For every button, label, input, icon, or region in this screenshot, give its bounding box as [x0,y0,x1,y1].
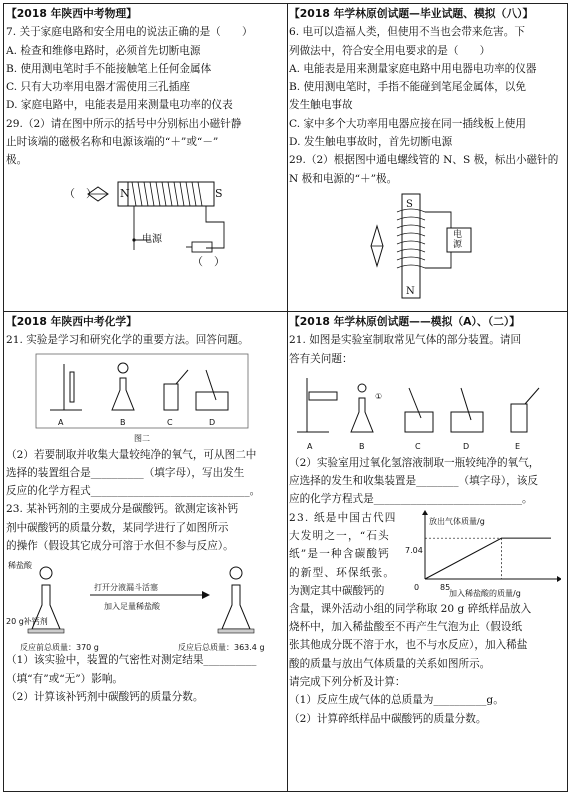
pole-n-label: N [406,285,415,297]
label-b: B [359,441,365,451]
option-c: C. 家中多个大功率用电器应接在同一插线板上使用 [289,117,526,130]
cell-heading: 【2018 年学林原创试题——模拟（A）、（二）】 [289,315,521,328]
label-e: E [515,441,521,451]
question-text: 纸”是一种含碳酸钙 [289,548,390,561]
label-before: 反应前总质量：370 g [20,643,99,653]
question-text: （1）反应生成气体的总质量为__________g。 [289,694,504,707]
power-source-label: 电源 [453,229,463,250]
solenoid-diagram [289,188,561,303]
graph-x-tick: 85 [440,582,451,592]
gas-mass-graph [401,509,561,600]
label-sample: 20 g补钙剂 [6,617,48,627]
y-axis-arrow [422,510,428,515]
question-text: 29.（2）请在图中所示的括号中分别标出小磁针静 [6,117,242,130]
label-step2: 加入足量稀盐酸 [104,602,160,612]
label-d: D [463,441,470,451]
gas-apparatus-diagram [289,368,561,454]
question-text: 大发明之一，“石头 [289,530,390,543]
cell-heading: 【2018 年陕西中考化学】 [6,315,137,328]
question-text: 含量，课外活动小组的同学称取 20 g 碎纸样品放入 [289,602,532,615]
cell-heading: 【2018 年学林原创试题—毕业试题、模拟（八）】 [289,7,534,20]
label-a: A [307,441,313,451]
option-b: B. 使用测电笔时手不能接触笔上任何金属体 [6,62,212,75]
cell-original-questions-a2 [289,313,561,789]
cell-physics-exam [6,5,278,305]
question-text: 7. 关于家庭电路和安全用电的说法正确的是（ ） [6,26,253,39]
label-b: B [120,417,126,427]
pole-s-label: S [406,198,413,210]
question-text: 应选择的发生和收集装置是________（填字母），该反 [289,475,538,488]
apparatus-figure [6,350,278,446]
solenoid-figure [289,188,561,303]
question-text: 的新型、环保纸张。 [289,566,396,579]
question-text: 剂中碳酸钙的质量分数，某同学进行了如图所示 [6,521,229,534]
graph-origin-tick: 0 [414,582,420,592]
graph-ylabel: 放出气体质量/g [429,516,485,526]
pole-n-label: N [120,186,130,200]
question-text: N 极和电源的“＋”极。 [289,172,398,185]
answer-bracket: （ ） [192,254,225,268]
cell-chemistry-exam [6,313,278,789]
solenoid-circuit-diagram [6,170,278,280]
graph-xlabel: 加入稀盐酸的质量/g [449,588,521,598]
cell-heading: 【2018 年陕西中考物理】 [6,7,137,20]
question-text: 列做法中，符合安全用电要求的是（ ） [289,44,491,57]
option-c: C. 只有大功率用电器才需使用三孔插座 [6,81,190,94]
question-text: 请完成下列分析及计算： [289,675,406,688]
column-divider [287,4,288,791]
figure-caption: 图二 [134,433,150,443]
row-divider [4,311,567,312]
question-text: 21. 实验是学习和研究化学的重要方法。回答问题。 [6,334,249,347]
question-text: 答有关问题： [289,352,353,365]
cell-original-questions-8 [289,5,561,305]
question-text: 23. 某补钙剂的主要成分是碳酸钙。欲测定该补钙 [6,503,239,516]
apparatus-figure [289,368,561,454]
question-text: 张其他成分既不溶于水，也不与水反应），加入稀盐 [289,639,528,652]
reaction-figure [6,555,278,651]
question-text: 的操作（假设其它成分可溶于水但不参与反应）。 [6,540,234,553]
q23-with-graph [289,509,561,600]
question-text: 应的化学方程式是____________________________。 [289,493,533,506]
question-text: （2）计算碎纸样品中碳酸钙的质量分数。 [289,712,487,725]
option-a: A. 电能表是用来测量家庭电路中用电器电功率的仪器 [289,62,537,75]
x-axis-arrow [557,576,561,582]
option-b: B. 使用测电笔时，手指不能碰到笔尾金属体，以免 [289,81,526,94]
question-text: 反应的化学方程式______________________________。 [6,485,261,498]
pole-s-label: S [215,186,223,200]
label-circled-1: ① [375,391,383,401]
question-text: （2）计算该补钙剂中碳酸钙的质量分数。 [6,690,204,703]
question-text: 止时该端的磁极名称和电源该端的“＋”或“－” [6,136,219,149]
data-line [425,538,551,579]
label-d: D [209,417,216,427]
question-text: 酸的质量与放出气体质量的关系如图所示。 [289,657,491,670]
option-d: D. 家庭电路中，电能表是用来测量电功率的仪表 [6,99,233,112]
question-text: （2）若要制取并收集大量较纯净的氧气，可从图二中 [6,448,257,461]
question-text: 6. 电可以造福人类，但使用不当也会带来危害。下 [289,26,525,39]
question-text: 极。 [6,154,28,167]
question-text: （1）该实验中，装置的气密性对测定结果__________ [6,654,257,667]
circuit-figure [6,170,278,280]
question-text: （填“有”或“无”）影响。 [6,672,124,685]
label-a: A [58,417,64,427]
question-text: 选择的装置组合是__________（填字母），写出发生 [6,466,245,479]
question-text: 23. 纸是中国古代四 [289,511,397,524]
question-text: 为测定其中碳酸钙的 [289,584,385,597]
option-d: D. 发生触电事故时，首先切断电源 [289,136,453,149]
power-source-label: 电源 [142,233,162,245]
question-text: 29.（2）根据图中通电螺线管的 N、S 极，标出小磁针的 [289,154,559,167]
graph-y-tick: 7.04 [405,545,423,555]
label-after: 反应后总质量：363.4 g [178,643,265,653]
label-step1: 打开分液漏斗活塞 [94,583,158,593]
answer-bracket: （ ） [64,186,97,200]
label-c: C [415,441,421,451]
option-b-cont: 发生触电事故 [289,99,353,112]
label-c: C [167,417,173,427]
label-acid: 稀盐酸 [8,561,32,571]
question-text: （2）实验室用过氧化氢溶液制取一瓶较纯净的氧气， [289,456,540,469]
question-text: 21. 如图是实验室制取常见气体的部分装置。请回 [289,334,522,347]
question-text: 烧杯中，加入稀盐酸至不再产生气泡为止（假设纸 [289,621,523,634]
option-a: A. 检查和维修电路时，必须首先切断电源 [6,44,201,57]
